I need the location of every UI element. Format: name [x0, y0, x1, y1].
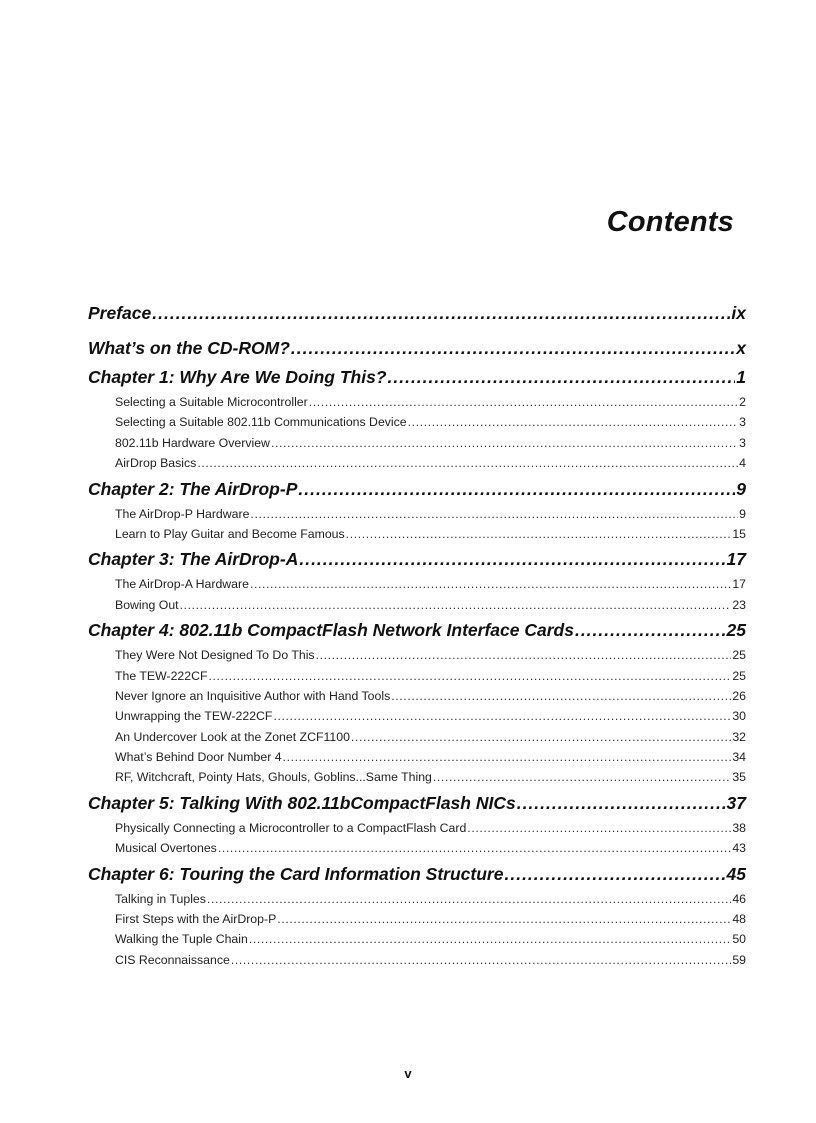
- entry-page-number: 35: [732, 770, 746, 785]
- entry-title: What’s on the CD-ROM?: [88, 337, 290, 358]
- page-number: v: [404, 1066, 412, 1081]
- toc-section-entry: [88, 767, 746, 787]
- dot-leader: [250, 574, 731, 594]
- entry-title: Unwrapping the TEW-222CF: [115, 709, 273, 724]
- entry-page-number: 32: [732, 729, 746, 744]
- toc-section-entry: [88, 818, 746, 838]
- toc-chapter-entry: [88, 862, 746, 886]
- dot-leader: [271, 433, 738, 453]
- toc-section-entry: [88, 645, 746, 665]
- entry-page-number: 4: [739, 456, 746, 471]
- dot-leader: [504, 862, 725, 886]
- dot-leader: [388, 365, 736, 389]
- toc-chapter-entry: [88, 477, 746, 501]
- entry-title: What’s Behind Door Number 4: [115, 750, 282, 765]
- toc-section-entry: [88, 889, 746, 909]
- entry-title: The AirDrop-A Hardware: [115, 577, 249, 592]
- entry-page-number: 17: [732, 577, 746, 592]
- dot-leader: [180, 595, 732, 615]
- dot-leader: [575, 618, 726, 642]
- entry-page-number: 25: [726, 620, 746, 641]
- dot-leader: [209, 666, 732, 686]
- entry-page-number: 43: [732, 841, 746, 856]
- toc-section-entry: [88, 433, 746, 453]
- entry-page-number: 3: [739, 435, 746, 450]
- toc-chapter-entry: [88, 791, 746, 815]
- toc-section-entry: [88, 524, 746, 544]
- entry-title: Chapter 3: The AirDrop-A: [88, 549, 299, 570]
- dot-leader: [517, 791, 726, 815]
- dot-leader: [351, 727, 731, 747]
- entry-title: Selecting a Suitable Microcontroller: [115, 395, 308, 409]
- toc-section-entry: [88, 838, 746, 858]
- entry-page-number: 3: [739, 415, 746, 430]
- entry-page-number: 2: [739, 395, 746, 409]
- toc-chapter-entry: [88, 547, 746, 571]
- entry-page-number: 30: [732, 709, 746, 724]
- toc-section-entry: [88, 595, 746, 615]
- entry-title: Chapter 6: Touring the Card Information Structure: [88, 863, 504, 884]
- entry-title: Selecting a Suitable 802.11b Communications Device: [115, 415, 407, 430]
- entry-page-number: 15: [732, 526, 746, 541]
- dot-leader: [316, 645, 732, 665]
- entry-title: An Undercover Look at the Zonet ZCF1100: [115, 729, 350, 744]
- entry-title: Chapter 1: Why Are We Doing This?: [88, 367, 387, 387]
- entry-page-number: 9: [739, 506, 746, 521]
- dot-leader: [299, 547, 725, 571]
- toc-section-entry: [88, 504, 746, 524]
- toc-section-entry: [88, 706, 746, 726]
- dot-leader: [152, 296, 730, 330]
- entry-title: Physically Connecting a Microcontroller to a CompactFlash Card: [115, 820, 467, 835]
- entry-title: The TEW-222CF: [115, 668, 208, 683]
- dot-leader: [283, 747, 732, 767]
- entry-page-number: 25: [732, 668, 746, 683]
- dot-leader: [249, 929, 731, 949]
- entry-page-number: 45: [726, 863, 746, 884]
- entry-title: They Were Not Designed To Do This: [115, 648, 315, 663]
- toc-chapter-entry: [88, 618, 746, 642]
- entry-page-number: 9: [736, 478, 746, 499]
- entry-title: Chapter 2: The AirDrop-P: [88, 478, 298, 499]
- entry-page-number: 50: [732, 932, 746, 947]
- dot-leader: [309, 392, 738, 412]
- dot-leader: [467, 818, 731, 838]
- toc-section-entry: [88, 929, 746, 949]
- entry-title: First Steps with the AirDrop-P: [115, 912, 277, 927]
- toc-section-entry: [88, 574, 746, 594]
- entry-title: Never Ignore an Inquisitive Author with Hand Tools: [115, 688, 391, 703]
- entry-title: 802.11b Hardware Overview: [115, 435, 270, 450]
- dot-leader: [346, 524, 732, 544]
- dot-leader: [277, 909, 731, 929]
- entry-page-number: x: [736, 337, 746, 358]
- entry-page-number: 34: [732, 750, 746, 765]
- dot-leader: [231, 950, 731, 970]
- entry-page-number: 26: [732, 688, 746, 703]
- toc-section-entry: [88, 909, 746, 929]
- dot-leader: [273, 706, 731, 726]
- entry-title: RF, Witchcraft, Pointy Hats, Ghouls, Goblins...Same Thing: [115, 770, 432, 785]
- entry-title: Talking in Tuples: [115, 891, 206, 906]
- entry-page-number: 17: [726, 549, 746, 570]
- dot-leader: [433, 767, 731, 787]
- entry-title: Learn to Play Guitar and Become Famous: [115, 526, 345, 541]
- toc-section-entry: [88, 453, 746, 473]
- dot-leader: [408, 412, 739, 432]
- table-of-contents: [88, 296, 746, 970]
- entry-page-number: 38: [732, 820, 746, 835]
- page-title: Contents: [606, 206, 734, 238]
- dot-leader: [291, 331, 735, 365]
- dot-leader: [250, 504, 738, 524]
- toc-section-entry: [88, 392, 746, 412]
- toc-section-entry: [88, 686, 746, 706]
- dot-leader: [197, 453, 738, 473]
- entry-page-number: 25: [732, 648, 746, 663]
- dot-leader: [207, 889, 731, 909]
- entry-title: Chapter 5: Talking With 802.11bCompactFlash NICs: [88, 792, 516, 813]
- entry-page-number: 59: [732, 952, 746, 967]
- entry-page-number: ix: [731, 303, 746, 324]
- entry-title: Chapter 4: 802.11b CompactFlash Network Interface Cards: [88, 620, 574, 641]
- entry-page-number: 23: [732, 597, 746, 612]
- entry-title: Preface: [88, 303, 152, 324]
- entry-title: Bowing Out: [115, 597, 179, 612]
- entry-page-number: 46: [732, 891, 746, 906]
- dot-leader: [298, 477, 735, 501]
- toc-section-entry: [88, 666, 746, 686]
- entry-page-number: 1: [736, 367, 746, 387]
- toc-section-entry: [88, 727, 746, 747]
- toc-section-entry: [88, 747, 746, 767]
- toc-top-entry: [88, 296, 746, 331]
- toc-top-entry: [88, 331, 746, 366]
- dot-leader: [218, 838, 731, 858]
- toc-section-entry: [88, 950, 746, 970]
- toc-chapter-entry: [88, 365, 746, 389]
- entry-page-number: 37: [726, 792, 746, 813]
- entry-title: The AirDrop-P Hardware: [115, 506, 250, 521]
- entry-title: Musical Overtones: [115, 841, 217, 856]
- entry-title: CIS Reconnaissance: [115, 952, 230, 967]
- entry-title: Walking the Tuple Chain: [115, 932, 248, 947]
- dot-leader: [391, 686, 731, 706]
- toc-section-entry: [88, 412, 746, 432]
- entry-title: AirDrop Basics: [115, 456, 197, 471]
- entry-page-number: 48: [732, 912, 746, 927]
